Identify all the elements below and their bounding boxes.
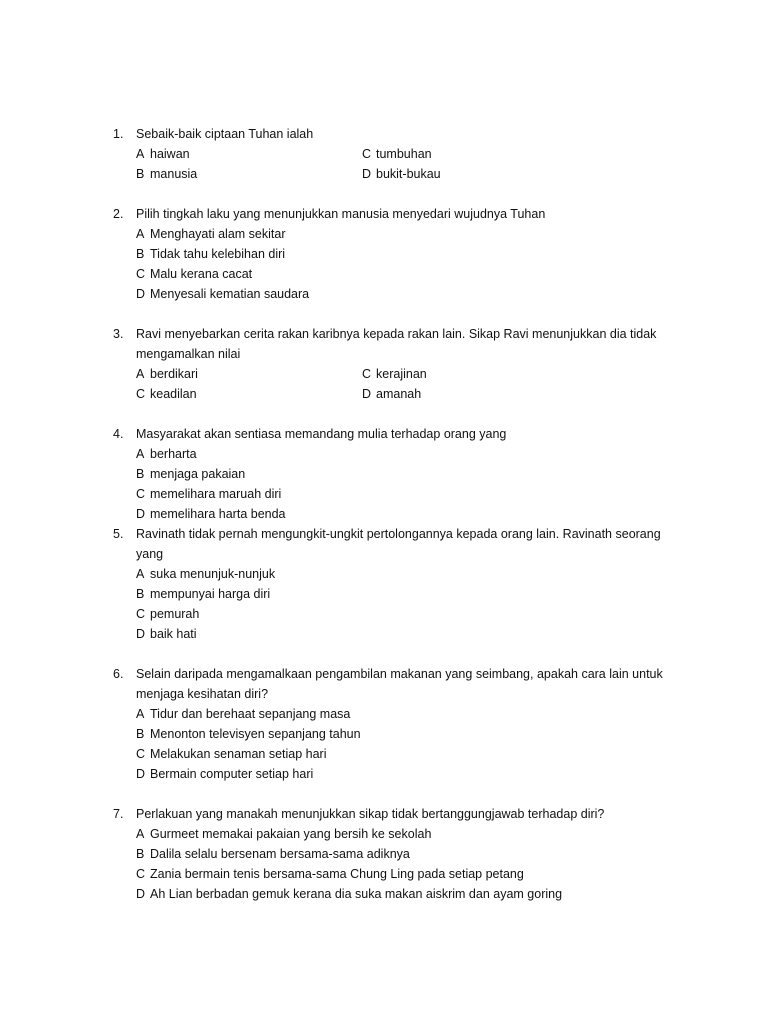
option-letter: B [136, 247, 145, 261]
option-d [136, 624, 197, 644]
option-text: suka menunjuk-nunjuk [150, 567, 276, 581]
question-number: 3. [113, 327, 124, 341]
option-text: manusia [150, 167, 198, 181]
option-b [136, 464, 245, 484]
option-text: berharta [150, 447, 197, 461]
option-letter: A [136, 827, 145, 841]
option-letter: A [136, 147, 145, 161]
option-letter: A [136, 567, 145, 581]
option-c [362, 364, 427, 384]
option-text: kerajinan [376, 367, 427, 381]
option-letter: C [362, 367, 372, 381]
option-text: haiwan [150, 147, 190, 161]
question-number: 7. [113, 807, 124, 821]
option-a [136, 704, 350, 724]
option-b [136, 584, 270, 604]
option-text: Tidur dan berehaat sepanjang masa [150, 707, 351, 721]
question-number: 2. [113, 207, 124, 221]
question-number: 4. [113, 427, 124, 441]
question-number: 1. [113, 127, 124, 141]
option-b [136, 164, 197, 184]
option-letter: C [136, 867, 146, 881]
option-letter: D [136, 287, 146, 301]
option-letter: B [136, 587, 145, 601]
option-text: berdikari [150, 367, 198, 381]
option-text: Bermain computer setiap hari [150, 767, 314, 781]
question-text: Selain daripada mengamalkaan pengambilan makanan yang seimbang, apakah cara lain untuk [136, 667, 663, 681]
option-text: pemurah [150, 607, 200, 621]
option-a [136, 444, 197, 464]
option-letter: A [136, 707, 145, 721]
option-text: Menghayati alam sekitar [150, 227, 286, 241]
option-d [136, 284, 309, 304]
option-letter: B [136, 167, 145, 181]
option-d [136, 504, 286, 524]
option-letter: D [136, 627, 146, 641]
option-text: Ah Lian berbadan gemuk kerana dia suka makan aiskrim dan ayam goring [150, 887, 563, 901]
option-letter: B [136, 467, 145, 481]
option-d [362, 164, 441, 184]
option-letter: C [362, 147, 372, 161]
option-letter: D [136, 767, 146, 781]
option-text: keadilan [150, 387, 197, 401]
option-a [136, 564, 275, 584]
option-text: Gurmeet memakai pakaian yang bersih ke sekolah [150, 827, 432, 841]
option-text: memelihara maruah diri [150, 487, 282, 501]
question-text: Ravi menyebarkan cerita rakan karibnya kepada rakan lain. Sikap Ravi menunjukkan dia tidak [136, 327, 657, 341]
option-text: Menyesali kematian saudara [150, 287, 310, 301]
question-text: menjaga kesihatan diri? [136, 687, 269, 701]
question-number: 6. [113, 667, 124, 681]
option-text: Zania bermain tenis bersama-sama Chung Ling pada setiap petang [150, 867, 524, 881]
option-text: Menonton televisyen sepanjang tahun [150, 727, 361, 741]
option-b [136, 844, 410, 864]
option-text: Melakukan senaman setiap hari [150, 747, 327, 761]
option-letter: C [136, 607, 146, 621]
option-text: memelihara harta benda [150, 507, 286, 521]
option-letter: A [136, 367, 145, 381]
option-text: Dalila selalu bersenam bersama-sama adiknya [150, 847, 410, 861]
option-letter: C [136, 747, 146, 761]
option-a [136, 824, 431, 844]
option-c [136, 744, 327, 764]
option-c [136, 864, 524, 884]
option-text: baik hati [150, 627, 197, 641]
option-letter: B [136, 847, 145, 861]
option-d [362, 384, 421, 404]
option-text: menjaga pakaian [150, 467, 246, 481]
option-b [136, 244, 285, 264]
option-letter: C [136, 387, 146, 401]
option-letter: C [136, 487, 146, 501]
option-letter: D [362, 167, 372, 181]
option-d [136, 884, 562, 904]
option-text: bukit-bukau [376, 167, 441, 181]
option-b [136, 724, 361, 744]
option-letter: D [362, 387, 372, 401]
question-text: Ravinath tidak pernah mengungkit-ungkit pertolongannya kepada orang lain. Ravinath seorang [136, 527, 661, 541]
option-a [136, 364, 198, 384]
question-text: mengamalkan nilai [136, 347, 241, 361]
option-letter: A [136, 447, 145, 461]
question-text: Perlakuan yang manakah menunjukkan sikap tidak bertanggungjawab terhadap diri? [136, 807, 605, 821]
question-text: Sebaik-baik ciptaan Tuhan ialah [136, 127, 314, 141]
question-number: 5. [113, 527, 124, 541]
option-a [136, 224, 285, 244]
option-a [136, 144, 190, 164]
option-text: tumbuhan [376, 147, 432, 161]
option-c [136, 384, 197, 404]
question-text: yang [136, 547, 164, 561]
question-text: Masyarakat akan sentiasa memandang mulia terhadap orang yang [136, 427, 507, 441]
option-text: Tidak tahu kelebihan diri [150, 247, 286, 261]
option-letter: D [136, 887, 146, 901]
option-c [362, 144, 432, 164]
option-letter: B [136, 727, 145, 741]
option-c [136, 264, 252, 284]
question-text: Pilih tingkah laku yang menunjukkan manusia menyedari wujudnya Tuhan [136, 207, 546, 221]
option-c [136, 484, 281, 504]
option-c [136, 604, 199, 624]
option-letter: A [136, 227, 145, 241]
option-text: Malu kerana cacat [150, 267, 253, 281]
option-d [136, 764, 313, 784]
option-text: amanah [376, 387, 422, 401]
option-letter: C [136, 267, 146, 281]
option-text: mempunyai harga diri [150, 587, 271, 601]
option-letter: D [136, 507, 146, 521]
